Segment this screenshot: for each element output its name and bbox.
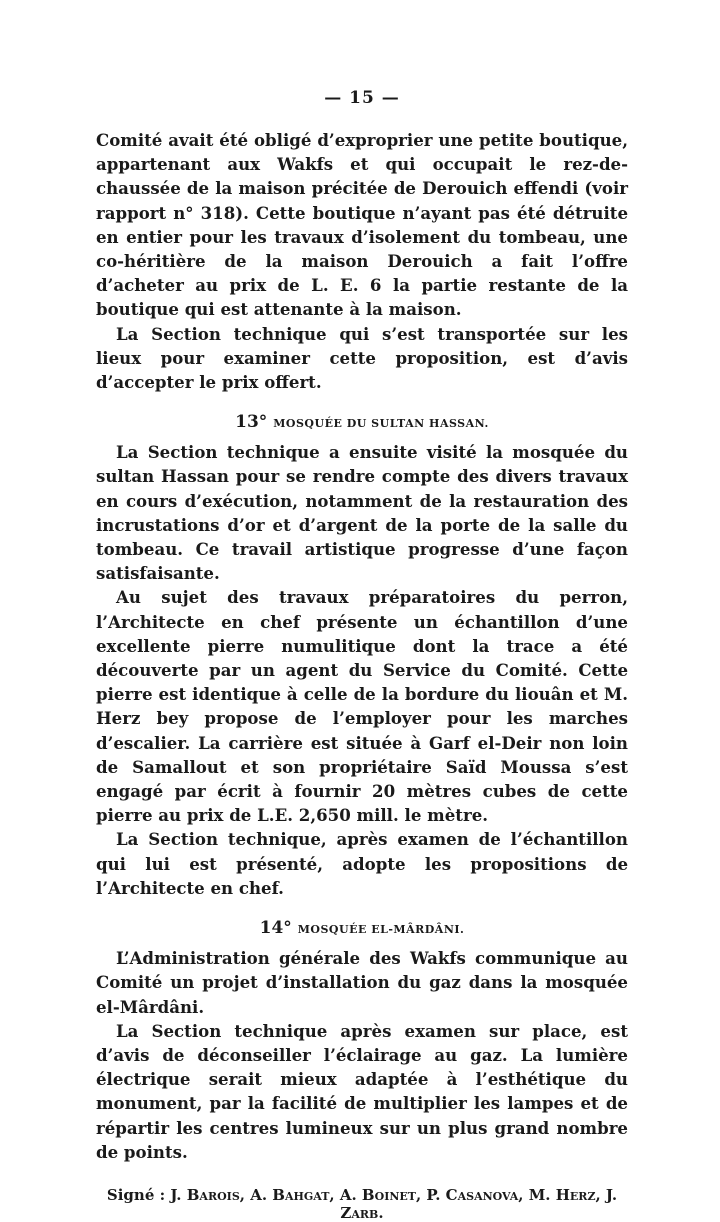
document-page (96, 88, 628, 1222)
section-13-paragraph-2: Au sujet des travaux préparatoires du perron, l’Architecte en chef présente un échantillon d’une excellente pierre numulitique dont la trace a été découverte par un agent du Service du Comité. Cette pierre est identique à celle de la bordure du liouân et M. Herz bey propose de l’employer pour les marches d’escalier. La carrière est située à Garf el-Deir non loin de Samallout et son propriétaire Saïd Moussa s’est engagé par écrit à fournir 20 mètres cubes de cette pierre au prix de L.E. 2,650 mill. le mètre. (96, 587, 628, 826)
signature-line (96, 1186, 628, 1222)
section-14-paragraph-1: L’Administration générale des Wakfs communique au Comité un projet d’installation du gaz dans la mosquée el-Mârdâni. (96, 948, 628, 1017)
intro-paragraph-1: Comité avait été obligé d’exproprier une petite boutique, appartenant aux Wakfs et qui occupait le rez-de-chaussée de la maison précitée de Derouich effendi (voir rapport n° 318). Cette boutique n’ayant pas été détruite en entier pour les travaux d’isolement du tombeau, une co-héritière de la maison Derouich a fait l’offre d’acheter au prix de L. E. 6 la partie restante de la boutique qui est attenante à la maison. (96, 130, 628, 320)
intro-paragraph-2: La Section technique qui s’est transportée sur les lieux pour examiner cette proposition, est d’avis d’accepter le prix offert. (96, 323, 628, 393)
section-13-paragraph-3: La Section technique, après examen de l’échantillon qui lui est présenté, adopte les propositions de l’Architecte en chef. (96, 829, 628, 898)
section-title-13: MOSQUÉE DU SULTAN HASSAN. (273, 417, 489, 431)
section-13-paragraph-1: La Section technique a ensuite visité la mosquée du sultan Hassan pour se rendre compte des divers travaux en cours d’exécution, notamment de la restauration des incrustations d’or et d’argent de la porte de la salle du tombeau. Ce travail artistique progresse d’une façon satisfaisante. (96, 442, 628, 584)
section-number-14: 14° (259, 918, 292, 939)
section-heading-13 (96, 412, 628, 432)
page-number: — 15 — (324, 88, 400, 108)
signature-prefix: Signé : (106, 1185, 166, 1204)
section-number-13: 13° (235, 412, 268, 433)
section-title-14: MOSQUÉE EL-MÂRDÂNI. (297, 923, 465, 937)
signature-names: J. Barois, A. Bahgat, A. Boinet, P. Casanova, M. Herz, J. Zarb. (170, 1185, 618, 1222)
section-heading-14 (96, 918, 628, 938)
section-14-paragraph-2: La Section technique après examen sur place, est d’avis de déconseiller l’éclairage au gaz. La lumière électrique serait mieux adaptée à l’esthétique du monument, par la facilité de multiplier les lampes et de répartir les centres lumineux sur un plus grand nombre de points. (96, 1020, 628, 1162)
